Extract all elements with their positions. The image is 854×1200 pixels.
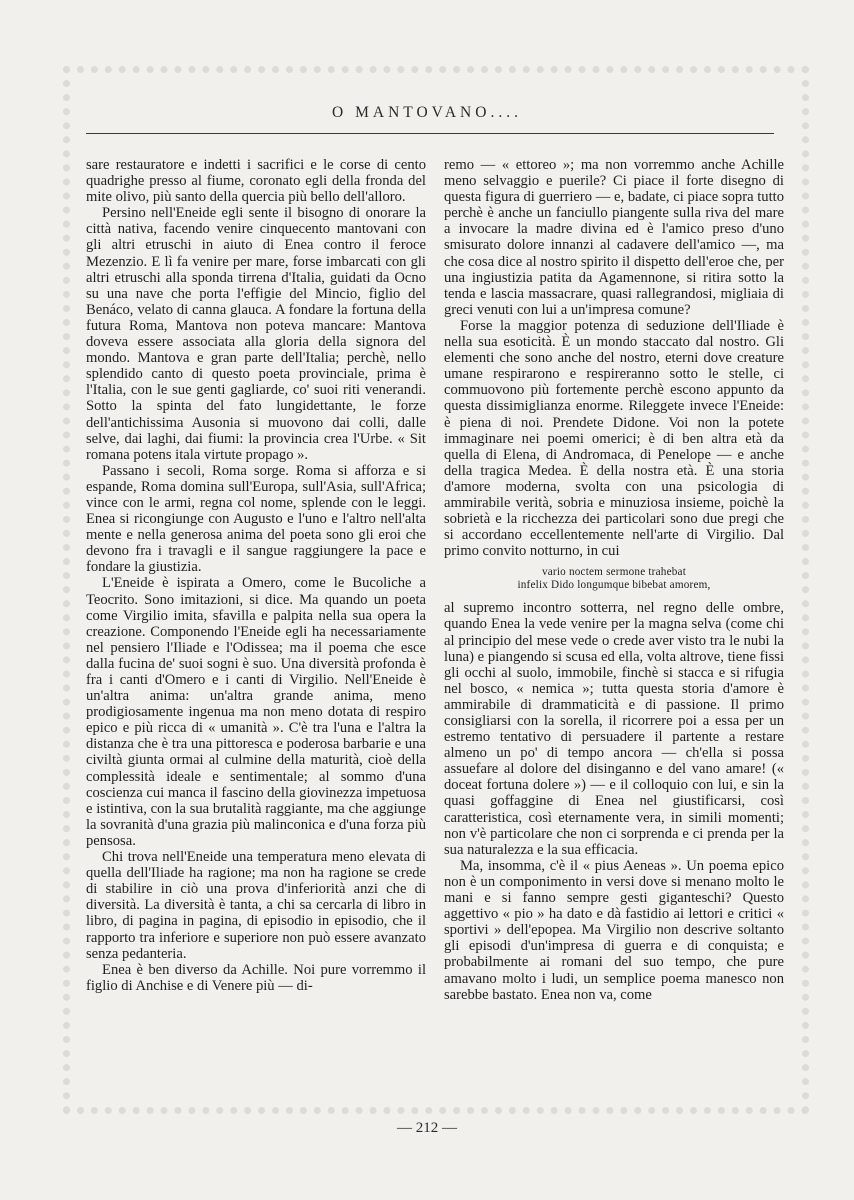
page-number: — 212 —	[397, 1120, 457, 1136]
paragraph: remo — « ettoreo »; ma non vorremmo anche Achille meno selvaggio e puerile? Ci piace il forte disegno di questa figura di guerriero — e, badate, ci piace sopra tutto perchè è anche un fanciullo piangente sulla riva del mare a invocare la madre divina ed è l'amico preso d'uno smisurato dolore innanzi al cadavere dell'amico —, ma che cosa dice al nostro spirito il dispetto dell'eroe che, per una ingiustizia patita da Agamennone, si ritira sotto la tenda e lascia massacrare, quasi rallegrandosi, migliaia di greci venuti con lui a un'impresa comune?	[444, 157, 784, 318]
paragraph: sare restauratore e indetti i sacrifici e le corse di cento quadrighe presso al fiume, coronato egli della fronda del mite olivo, più santo della quercia più bello dell'alloro.	[86, 157, 426, 206]
paragraph: Passano i secoli, Roma sorge. Roma si afforza e si espande, Roma domina sull'Europa, sull'Asia, sull'Africa; vince con le armi, regna col nome, splende con le leggi. Enea si ricongiunge con Augusto e l'uno e l'altro nell'alta mente e nella generosa anima del poeta sono gli eroi che devono fra i travagli e il sangue raggiungere la pace e fondare la giustizia.	[86, 462, 426, 576]
paragraph: Chi trova nell'Eneide una temperatura meno elevata di quella dell'Iliade ha ragione; ma non ha ragione se crede di stabilire in ciò una prova d'inferiorità anzi che di diversità. La diversità è tanta, a chi sa cercarla di libro in libro, di pagina in pagina, di episodio in episodio, che il rapporto tra inferiore e superiore non può essere avanzato senza pedanteria.	[86, 849, 426, 962]
paragraph: Ma, insomma, c'è il « pius Aeneas ». Un poema epico non è un componimento in versi dove si menano molto le mani e si fanno sempre gesti giganteschi? Questo aggettivo « pio » ha dato e dà fastidio ai lettori e critici « sportivi » dell'epopea. Ma Virgilio non descrive soltanto gli episodi d'un'impresa di guerra e di conquista; e probabilmente ai romani del suo tempo, che pure amavano molto i ludi, un semplice poema manesco non sarebbe bastato. Enea non va, come	[444, 857, 784, 1003]
paragraph: Enea è ben diverso da Achille. Noi pure vorremmo il figlio di Anchise e di Venere più — di-	[86, 961, 426, 994]
latin-quotation	[444, 566, 784, 592]
paragraph: Forse la maggior potenza di seduzione dell'Iliade è nella sua esoticità. È un mondo staccato dal nostro. Gli elementi che sono anche del nostro, eterni dove creature umane respirarono e respireranno sotto le stelle, ci commuovono più fortemente perchè escono appunto da questa dissimiglianza enorme. Rileggete invece l'Eneide: è piena di noi. Prendete Didone. Voi non la potete immaginare nei poemi omerici; è di ben altra età da quella di Elena, di Andromaca, di Penelope — e anche della tragica Medea. È della nostra età. È una storia d'amore moderna, svolta con una psicologia di ammirabile verità, sobria e minuziosa insieme, poichè la sobrietà e la ricchezza dei particolari sono due pregi che si accordano eccellentemente nell'arte di Virgilio. Dal primo convito notturno, in cui	[444, 317, 784, 560]
paragraph: al supremo incontro sotterra, nel regno delle ombre, quando Enea la vede venire per la magna selva (come chi al principio del mese vede o crede aver visto tra le nubi la luna) e piangendo si scusa ed ella, volta altrove, tiene fissi gli occhi al suolo, immobile, finchè si stacca e si rifugia nel bosco, « nemica »; tutta questa storia d'amore è ammirabile di drammaticità e di passione. Il primo consigliarsi con la sorella, il ricorrere poi a essa per un estremo tentativo di persuadere il partente a restare almeno un po' di tempo ancora — ch'ella si possa assuefare al dolore del disinganno e del vano amare! (« doceat fortuna dolere ») — e il colloquio con lui, e sin la quasi goffaggine di Enea nel giustificarsi, così caratteristica, così eternamente vera, in simili momenti; non v'è particolare che non ci sorprenda e ci prenda per la sua naturalezza e la sua efficacia.	[444, 600, 784, 858]
quote-line: vario noctem sermone trahebat	[541, 566, 687, 579]
header-rule	[86, 133, 774, 134]
left-column	[86, 157, 426, 994]
running-head: O MANTOVANO....	[332, 104, 522, 121]
quote-line: infelix Dido longumque bibebat amorem,	[517, 579, 711, 592]
right-column	[444, 157, 784, 1003]
paragraph: L'Eneide è ispirata a Omero, come le Bucoliche a Teocrito. Sono imitazioni, si dice. Ma quando un poeta come Virgilio imita, sfavilla e palpita nella sua opera la creazione. Componendo l'Eneide egli ha necessariamente nel pensiero l'Iliade e l'Odissea; ma il poema che esce dalla fucina de' suoi sogni è suo. Una diversità profonda è fra i canti d'Omero e i canti di Virgilio. Nell'Eneide è un'altra anima: un'altra grande anima, meno prodigiosamente ingenua ma non meno dotata di respiro epico e più ricca di « umanità ». C'è tra l'una e l'altra la distanza che è tra una pittoresca e poderosa barbarie e una civiltà giunta ormai al culmine della maturità, cioè della complessità ideale e sentimentale; al sommo d'una coscienza cui manca il fascino della giovinezza impetuosa e istintiva, con la sua brutalità raggiante, ma che aggiunge la sovranità d'una grazia più malinconica e d'una forza più pensosa.	[86, 575, 426, 849]
paragraph: Persino nell'Eneide egli sente il bisogno di onorare la città nativa, facendo venire cinquecento mantovani con gli altri etruschi in aiuto di Enea contro il feroce Mezenzio. E lì fa venire per mare, forse imbarcati con gli altri etruschi alla sponda tirrena d'Italia, guidati da Ocno su una nave che porta l'effigie del Mincio, figlio del Benáco, velato di canna glauca. A fondare la fortuna della futura Roma, Mantova non poteva mancare: Mantova doveva essere associata alla gloria della signora del mondo. Mantova e gran parte dell'Italia; perchè, nello splendido canto di questo poeta provinciale, prima è l'Italia, con le sue genti gagliarde, co' suoi riti venerandi. Sotto la spinta del fato lungidettante, le forze dell'antichissima Ausonia si muovono dai colli, dalle selve, dai laghi, dai fiumi: la provincia crea l'Urbe. « Sit romana potens itala virtute propago ».	[86, 205, 426, 463]
